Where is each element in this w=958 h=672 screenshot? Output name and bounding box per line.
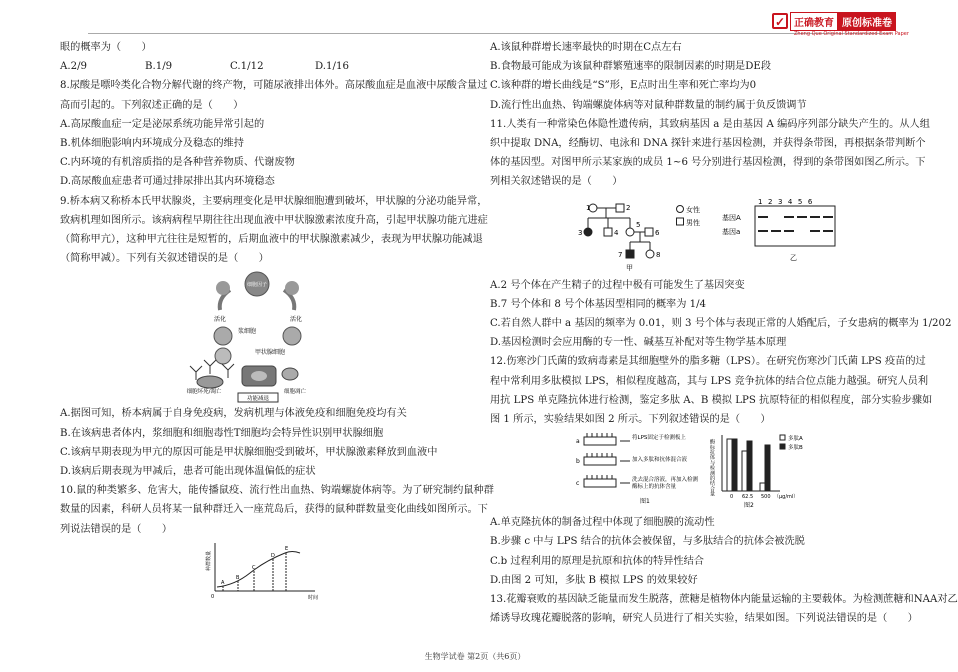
brand-name: 正确教育: [790, 12, 838, 31]
q11-num-7: 7: [618, 250, 623, 259]
q12-step-b: 加入多肽和抗体混合液: [632, 457, 688, 464]
q11-option-c[interactable]: C.若自然人群中 a 基因的频率为 0.01，则 3 号个体与表现正常的人婚配后，子女患病的概率为 1/202: [490, 318, 952, 330]
q11-num-5: 5: [636, 220, 641, 229]
q7-option-c[interactable]: C.1/12: [230, 61, 264, 73]
q9-figure: [60, 270, 465, 402]
q11-gel: [722, 198, 835, 262]
q10-xlabel: 时间: [308, 594, 319, 601]
q9-option-c[interactable]: C.该病早期表现为甲亢的原因可能是甲状腺细胞受到破坏，甲状腺激素释放到血液中: [60, 446, 438, 458]
q9-stem-1: 9.桥本病又称桥本氏甲状腺炎，主要病理变化是甲状腺细胞遭到破坏，甲状腺的分泌功能异常，: [60, 195, 488, 207]
page-footer: 生物学试卷 第2页（共6页）: [424, 652, 526, 661]
q12-stem-3: 用抗 LPS 单克隆抗体进行检测，鉴定多肽 A、B 模拟 LPS 抗原特征的相似程度，部分实验步骤如: [490, 394, 933, 406]
q7-option-d[interactable]: D.1/16: [315, 61, 349, 73]
q9-label-apoptosis: 细胞凋亡: [283, 389, 307, 396]
q11-num-6: 6: [655, 228, 660, 237]
q11-stem-2: 织中提取 DNA，经酶切、电泳和 DNA 探针来进行基因检测，并获得条带图，再根据条带判断个: [490, 138, 926, 150]
q12-bar-b-62: [747, 441, 752, 491]
q10-point-a: A: [221, 579, 225, 586]
q10-stem-3: 列说法错误的是（ ）: [60, 523, 173, 535]
q12-step-a: 将LPS固定于检测板上: [632, 435, 686, 442]
check-icon: ✓: [772, 13, 788, 29]
q11-lane-labels: 123456: [758, 197, 818, 206]
q8-stem-2: 高而引起的。下列叙述正确的是（ ）: [60, 99, 244, 111]
header-rule: [88, 33, 892, 34]
q11-label-yi: 乙: [790, 253, 797, 262]
q11-num-2: 2: [626, 203, 631, 212]
q12-stem-4: 图 1 所示，实验结果如图 2 所示。下列叙述错误的是（ ）: [490, 414, 771, 426]
q12-bar-a-62: [742, 451, 747, 491]
q10-option-c[interactable]: C.该种群的增长曲线是“S”形，E点时出生率和死亡率均为0: [490, 80, 757, 92]
q12-stem-1: 12.伤寒沙门氏菌的致病毒素是其细胞壁外的脂多糖（LPS）。在研究伤寒沙门氏菌 LPS 疫苗的过: [490, 356, 926, 368]
q12-step-c-label: c: [576, 480, 580, 488]
q11-stem-4: 列相关叙述错误的是（ ）: [490, 176, 623, 188]
q11-figure: [490, 194, 890, 274]
q12-fig1-caption: 图1: [640, 498, 650, 506]
q11-option-a[interactable]: A.2 号个体在产生精子的过程中极有可能发生了基因突变: [490, 279, 745, 291]
q9-label-necrosis: 细胞坏死/凋亡: [186, 389, 222, 396]
q11-num-4: 4: [614, 228, 619, 237]
q9-stem-3: （简称甲亢），这种甲亢往往是短暂的，后期血液中的甲状腺激素减少，表现为甲状腺功能减退: [60, 234, 483, 246]
q10-stem-2: 数量的因素，科研人员将某一鼠种群迁入一座荒岛后，获得的鼠种群数量变化曲线如图所示。下: [60, 504, 488, 516]
q9-label-plasma: 浆细胞: [238, 328, 257, 336]
q11-stem-1: 11.人类有一种常染色体隐性遗传病，其致病基因 a 是由基因 A 编码序列部分缺失产生的。从人组: [490, 118, 930, 130]
q7-options: [60, 57, 465, 76]
q9-option-a[interactable]: A.据图可知，桥本病属于自身免疫病，发病机理与体液免疫和细胞免疫均有关: [60, 408, 407, 420]
left-column: [60, 38, 494, 603]
q12-xtick-0: 0: [730, 494, 734, 501]
q13-stem-1: 13.花瓣衰败的基因缺乏能量而发生脱落，蔗糖是植物体内能量运输的主要载体。为检测蔗糖和NAA对乙: [490, 594, 958, 606]
q10-option-d[interactable]: D.流行性出血热、钩端螺旋体病等对鼠种群数量的制约属于负反馈调节: [490, 99, 807, 111]
q12-ylabel: 酶标抗体与检测的结合量: [709, 439, 715, 497]
q13-stem-2: 烯诱导玫瑰花瓣脱落的影响，研究人员进行了相关实验，结果如图。下列说法错误的是（ ）: [490, 613, 918, 625]
q7-option-b[interactable]: B.1/9: [145, 61, 173, 73]
q10-point-e: E: [285, 545, 289, 552]
q12-option-b[interactable]: B.步骤 c 中与 LPS 结合的抗体会被保留，与多肽结合的抗体会被洗脱: [490, 536, 805, 548]
q9-center-label: 细胞因子: [246, 282, 268, 289]
q9-label-activate-1: 活化: [213, 316, 227, 324]
q9-label-thyroid: 甲状腺细胞: [255, 349, 286, 357]
q12-bar-a-0: [727, 439, 732, 491]
q12-fig1: [576, 433, 699, 505]
q12-bar-b-0: [732, 439, 737, 491]
q9-option-b[interactable]: B.在该病患者体内，浆细胞和细胞毒性T细胞均会特异性识别甲状腺细胞: [60, 427, 384, 439]
q11-legend-female: 女性: [686, 205, 700, 214]
q9-label-activate-2: 活化: [289, 316, 303, 324]
q11-num-3: 3: [578, 228, 583, 237]
q10-figure: [60, 541, 465, 601]
q9-stem-2: 致病机理如图所示。该病病程早期往往出现血液中甲状腺激素浓度升高，引起甲状腺功能亢进症: [60, 214, 488, 226]
q12-option-d[interactable]: D.由图 2 可知，多肽 B 模拟 LPS 的效果较好: [490, 574, 698, 586]
q9-label-decline: 功能减退: [246, 396, 270, 403]
q12-xunit: （μg/ml）: [774, 494, 799, 501]
q12-xtick-2: 500: [761, 494, 771, 501]
q12-option-a[interactable]: A.单克隆抗体的制备过程中体现了细胞膜的流动性: [490, 517, 715, 529]
q10-option-a[interactable]: A.该鼠种群增长速率最快的时期在C点左右: [490, 42, 682, 53]
brand-subtitle: Zheng Que Original Standardized Exam Paper: [794, 31, 909, 37]
q12-bar-b-500: [765, 445, 770, 491]
q12-bar-a-500: [760, 483, 765, 491]
q10-point-c: C: [252, 564, 256, 571]
q12-fig2-caption: 图2: [744, 502, 754, 510]
q11-stem-3: 体的基因型。对图甲所示某家族的成员 1~6 号分别进行基因检测，得到的条带图如图乙所示。下: [490, 157, 926, 169]
q8-option-c[interactable]: C.内环境的有机溶质指的是各种营养物质、代谢废物: [60, 157, 295, 169]
q12-stem-2: 程中常利用多肽模拟 LPS，相似程度越高，其与 LPS 竞争抗体的结合位点能力越强。研究人员利: [490, 375, 929, 387]
q11-gene-A: 基因A: [722, 213, 741, 222]
q11-num-8: 8: [656, 250, 661, 259]
right-column: [490, 38, 958, 628]
q10-option-b[interactable]: B.食物最可能成为该鼠种群繁殖速率的限制因素的时期是DE段: [490, 61, 772, 73]
brand-logo: [772, 10, 922, 37]
q8-stem-1: 8.尿酸是嘌呤类化合物分解代谢的终产物，可随尿液排出体外。高尿酸血症是血液中尿酸含量过: [60, 80, 488, 92]
q8-option-d[interactable]: D.高尿酸血症患者可通过排尿排出其内环境稳态: [60, 176, 275, 188]
q11-option-d[interactable]: D.基因检测时会应用酶的专一性、碱基互补配对等生物学基本原理: [490, 337, 787, 349]
q8-option-a[interactable]: A.高尿酸血症一定是泌尿系统功能异常引起的: [60, 118, 265, 130]
q11-gene-a: 基因a: [722, 227, 741, 236]
q12-legend-a: 多肽A: [788, 436, 803, 443]
q12-figure: [490, 431, 890, 511]
q9-diagram: [187, 272, 307, 402]
q10-point-d: D: [271, 552, 275, 559]
q12-step-a-label: a: [576, 438, 580, 446]
q12-fig2: [709, 434, 803, 509]
q11-legend-male: 男性: [686, 218, 700, 227]
q9-stem-4: （简称甲减）。下列有关叙述错误的是（ ）: [60, 253, 269, 265]
q11-num-1: 1: [586, 203, 591, 212]
q12-step-b-label: b: [576, 458, 580, 466]
brand-slogan: 原创标准卷: [838, 12, 896, 31]
q12-step-c: 洗去混合溶液，再加入检测: [632, 477, 699, 484]
q7-option-a[interactable]: A.2/9: [60, 61, 87, 73]
q12-option-c[interactable]: C.b 过程利用的原理是抗原和抗体的特异性结合: [490, 555, 704, 567]
q10-origin: 0: [211, 593, 215, 600]
q12-xtick-1: 62.5: [742, 494, 754, 501]
q11-pedigree: [578, 204, 700, 272]
q10-point-b: B: [236, 574, 240, 581]
q10-ylabel: 种群数量: [206, 550, 212, 571]
q10-curve: [217, 551, 300, 587]
q11-option-b[interactable]: B.7 号个体和 8 号个体基因型相同的概率为 1/4: [490, 298, 707, 310]
q8-option-b[interactable]: B.机体细胞影响内环境成分及稳态的维持: [60, 138, 244, 150]
q12-legend-b: 多肽B: [788, 445, 803, 452]
q9-option-d[interactable]: D.该病后期表现为甲减后，患者可能出现体温偏低的症状: [60, 466, 316, 478]
q7-tail: 眼的概率为（ ）: [60, 42, 152, 53]
q12-step-c2: 酶标上的抗体含量: [632, 484, 677, 491]
q11-label-jia: 甲: [626, 263, 633, 272]
q10-stem-1: 10.鼠的种类繁多、危害大，能传播鼠疫、流行性出血热、钩端螺旋体病等。为了研究制约鼠种群: [60, 485, 494, 497]
